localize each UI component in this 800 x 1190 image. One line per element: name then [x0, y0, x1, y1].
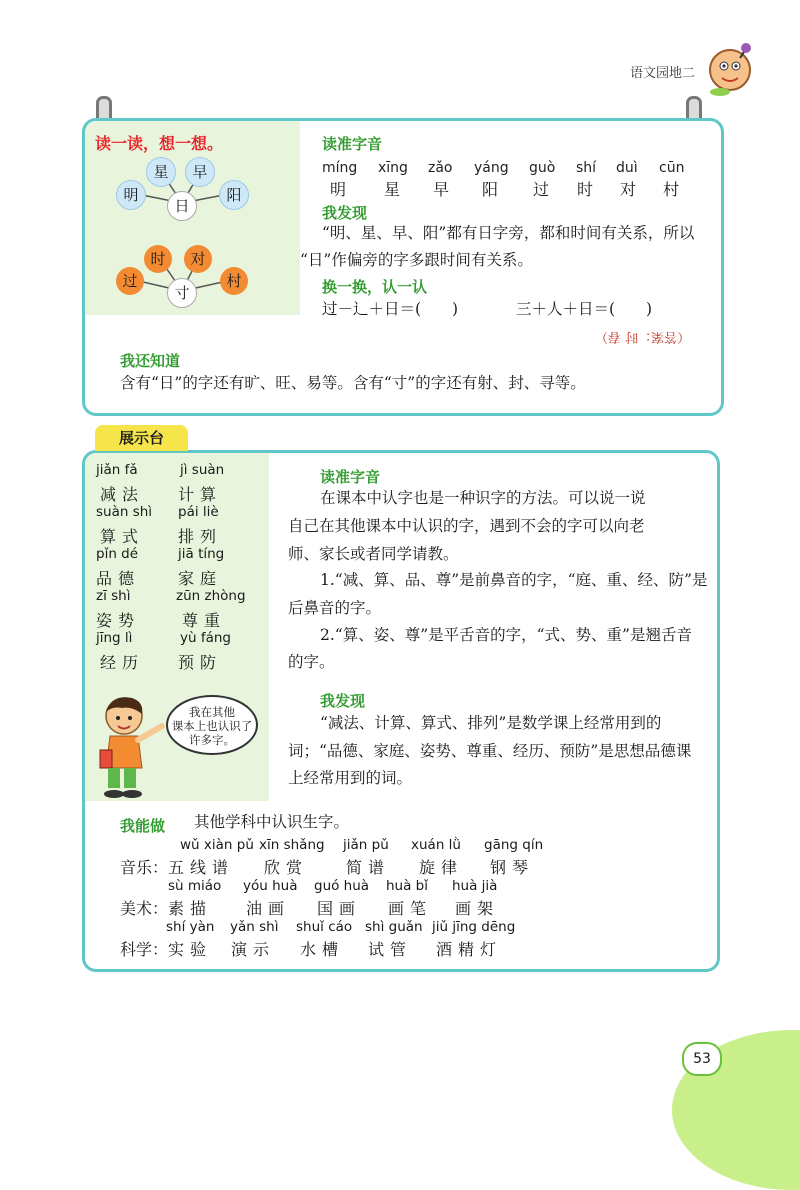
- word-pinyin: yóu huà: [243, 878, 298, 894]
- section-heading: 我发现: [322, 204, 368, 222]
- showcase-tab: 展示台: [95, 425, 188, 451]
- diagram-node: 对: [184, 245, 212, 273]
- subject-label: 科学：: [120, 940, 169, 959]
- swap-question: 三＋人＋日＝( ): [516, 300, 653, 318]
- word-pinyin: yù fáng: [180, 630, 231, 646]
- diagram-node: 时: [144, 245, 172, 273]
- mascot-icon: [700, 38, 760, 102]
- word-hanzi: 算式: [100, 527, 145, 546]
- panel-title: 读一读，想一想。: [95, 134, 224, 153]
- section-heading: 我还知道: [120, 352, 181, 370]
- word-hanzi: 水槽: [300, 940, 345, 959]
- paragraph-line: 词；“品德、家庭、姿势、尊重、经历、预防”是思想品德课: [288, 742, 692, 760]
- word-pinyin: huà jià: [452, 878, 498, 894]
- pinyin: míng: [322, 160, 358, 176]
- word-pinyin: xuán lǜ: [411, 837, 461, 853]
- paragraph-line: 后鼻音的字。: [288, 599, 382, 617]
- word-hanzi: 家庭: [178, 569, 223, 588]
- word-hanzi: 旋律: [419, 858, 464, 877]
- diagram-node: 阳: [219, 180, 249, 210]
- word-pinyin: jiǎn fǎ: [96, 462, 138, 478]
- paragraph-line: 1.“减、算、品、尊”是前鼻音的字，“庭、重、经、防”是: [320, 571, 708, 589]
- word-hanzi: 画笔: [388, 899, 433, 918]
- word-hanzi: 钢琴: [490, 858, 535, 877]
- subject-label: 音乐：: [120, 858, 169, 877]
- word-hanzi: 油画: [246, 899, 291, 918]
- paragraph-line: 其他学科中认识生字。: [194, 813, 350, 831]
- hanzi: 过: [533, 180, 550, 199]
- word-pinyin: jiǎn pǔ: [343, 837, 389, 853]
- word-hanzi: 计算: [178, 485, 223, 504]
- word-pinyin: guó huà: [314, 878, 370, 894]
- section-heading: 我发现: [320, 692, 366, 710]
- bubble-line: 许多字。: [189, 733, 235, 747]
- swap-question: 过－辶＋日＝( ): [322, 300, 459, 318]
- diagram-node: 明: [116, 180, 146, 210]
- pinyin: duì: [616, 160, 638, 176]
- hanzi: 时: [577, 180, 594, 199]
- diagram-center: 寸: [167, 278, 197, 308]
- section-title: 语文园地二: [629, 66, 695, 81]
- word-hanzi: 姿势: [96, 611, 141, 630]
- word-hanzi: 品德: [96, 569, 141, 588]
- hanzi: 星: [384, 180, 401, 199]
- pinyin: xīng: [378, 160, 408, 176]
- word-pinyin: wǔ xiàn pǔ: [180, 837, 254, 853]
- word-hanzi: 国画: [317, 899, 362, 918]
- word-hanzi: 尊重: [182, 611, 227, 630]
- word-pinyin: yǎn shì: [230, 919, 279, 935]
- word-pinyin: shì guǎn: [365, 919, 423, 935]
- word-hanzi: 经历: [100, 653, 145, 672]
- diagram-center: 日: [167, 191, 197, 221]
- word-pinyin: gāng qín: [484, 837, 544, 853]
- word-pinyin: pái liè: [178, 504, 219, 520]
- paragraph-line: 师、家长或者同学请教。: [288, 545, 459, 563]
- diagram-node: 星: [146, 157, 176, 187]
- word-hanzi: 试管: [368, 940, 413, 959]
- word-hanzi: 演示: [231, 940, 276, 959]
- diagram-node: 早: [185, 157, 215, 187]
- word-pinyin: zūn zhòng: [176, 588, 246, 604]
- pinyin: cūn: [659, 160, 685, 176]
- section-heading: 读准字音: [322, 135, 383, 153]
- subject-label: 美术：: [120, 899, 169, 918]
- hanzi: 早: [433, 180, 450, 199]
- paragraph-line: 2.“算、姿、尊”是平舌音的字，“式、势、重”是翘舌音: [320, 626, 692, 644]
- word-hanzi: 五线谱: [168, 858, 235, 877]
- paragraph-line: “明、星、早、阳”都有日字旁，都和时间有关系，所以: [322, 224, 695, 242]
- diagram-node: 过: [116, 267, 144, 295]
- section-heading: 换一换，认一认: [322, 278, 428, 296]
- word-pinyin: jiā tíng: [178, 546, 225, 562]
- boy-illustration: [92, 690, 172, 806]
- section-heading: 读准字音: [320, 468, 381, 486]
- word-hanzi: 欣赏: [264, 858, 309, 877]
- paragraph-line: 上经常用到的词。: [288, 769, 413, 787]
- pinyin: shí: [576, 160, 597, 176]
- word-pinyin: sù miáo: [168, 878, 222, 894]
- word-pinyin: jì suàn: [180, 462, 225, 478]
- word-hanzi: 酒精灯: [436, 940, 503, 959]
- word-pinyin: jiǔ jīng dēng: [432, 919, 516, 935]
- word-hanzi: 实验: [168, 940, 213, 959]
- word-pinyin: xīn shǎng: [259, 837, 325, 853]
- word-hanzi: 排列: [178, 527, 223, 546]
- pinyin: yáng: [474, 160, 509, 176]
- bubble-line: 课本上也认识了: [171, 719, 253, 733]
- paragraph-line: 自己在其他课本中认识的字，遇到不会的字可以向老: [288, 517, 645, 535]
- word-pinyin: suàn shì: [96, 504, 153, 520]
- speech-bubble: [166, 695, 258, 755]
- word-pinyin: zī shì: [96, 588, 131, 604]
- answer-upside-down: （答案：时 春）: [594, 329, 690, 344]
- section-heading: 我能做: [120, 817, 166, 835]
- paragraph-line: “减法、计算、算式、排列”是数学课上经常用到的: [320, 714, 662, 732]
- diagram-node: 村: [220, 267, 248, 295]
- word-pinyin: jīng lì: [96, 630, 133, 646]
- page-number: 53: [682, 1042, 722, 1076]
- paragraph-line: 的字。: [288, 653, 335, 671]
- hanzi: 阳: [482, 180, 499, 199]
- word-hanzi: 预防: [178, 653, 223, 672]
- paragraph-line: 含有“日”的字还有旷、旺、易等。含有“寸”的字还有射、封、寻等。: [120, 374, 586, 392]
- bubble-line: 我在其他: [189, 705, 235, 719]
- hanzi: 明: [330, 180, 347, 199]
- word-hanzi: 素描: [168, 899, 213, 918]
- word-hanzi: 画架: [455, 899, 500, 918]
- hanzi: 村: [663, 180, 680, 199]
- word-pinyin: shí yàn: [166, 919, 215, 935]
- word-pinyin: pǐn dé: [96, 546, 139, 562]
- paragraph-line: “日”作偏旁的字多跟时间有关系。: [300, 251, 533, 269]
- word-pinyin: shuǐ cáo: [296, 919, 353, 935]
- pinyin: guò: [529, 160, 556, 176]
- word-hanzi: 减法: [100, 485, 145, 504]
- pinyin: zǎo: [428, 160, 453, 176]
- hanzi: 对: [620, 180, 637, 199]
- word-hanzi: 简谱: [346, 858, 391, 877]
- word-pinyin: huà bǐ: [386, 878, 428, 894]
- paragraph-line: 在课本中认字也是一种识字的方法。可以说一说: [320, 489, 646, 507]
